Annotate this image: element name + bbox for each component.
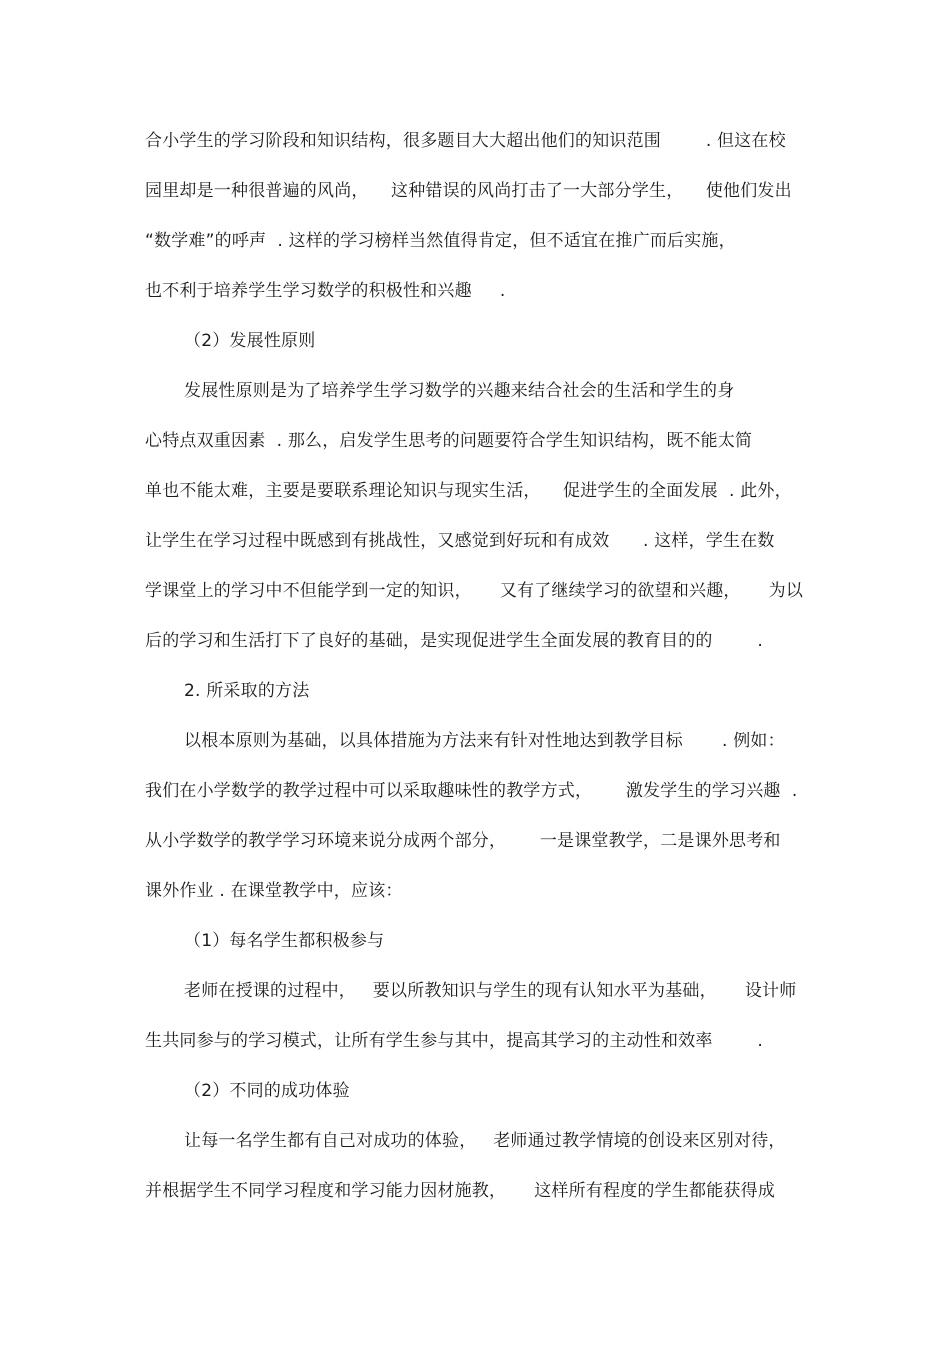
text-line: 园里却是一种很普遍的风尚， 这种错误的风尚打击了一大部分学生， 使他们发出 [145,181,792,201]
section-heading: （2）发展性原则 [184,331,316,351]
text-line: 后的学习和生活打下了良好的基础，是实现促进学生全面发展的教育目的的 . [145,631,764,651]
text-line: “数学难”的呼声 . 这样的学习榜样当然值得肯定，但不适宜在推广而后实施， [145,231,736,251]
text-line: 生共同参与的学习模式，让所有学生参与其中，提高其学习的主动性和效率 . [145,1031,764,1051]
section-heading: 2. 所采取的方法 [184,681,310,701]
text-line: 以根本原则为基础，以具体措施为方法来有针对性地达到教学目标 . 例如： [184,731,785,751]
text-line: 心特点双重因素 . 那么，启发学生思考的问题要符合学生知识结构，既不能太简 [145,431,753,451]
text-line: 并根据学生不同学习程度和学习能力因材施教， 这样所有程度的学生都能获得成 [145,1181,776,1201]
text-line: 我们在小学数学的教学过程中可以采取趣味性的教学方式， 激发学生的学习兴趣 . [145,781,798,801]
text-line: 让学生在学习过程中既感到有挑战性，又感觉到好玩和有成效 . 这样，学生在数 [145,531,775,551]
text-line: 老师在授课的过程中， 要以所教知识与学生的现有认知水平为基础， 设计师 [184,981,797,1001]
section-heading: （1）每名学生都积极参与 [184,931,385,951]
text-line: 学课堂上的学习中不但能学到一定的知识， 又有了继续学习的欲望和兴趣， 为以 [145,581,804,601]
section-heading: （2）不同的成功体验 [184,1081,350,1101]
text-line: 也不利于培养学生学习数学的积极性和兴趣 . [145,281,506,301]
text-line: 从小学数学的教学学习环境来说分成两个部分， 一是课堂教学，二是课外思考和 [145,831,781,851]
text-line: 让每一名学生都有自己对成功的体验， 老师通过教学情境的创设来区别对待， [184,1131,786,1151]
text-line: 合小学生的学习阶段和知识结构，很多题目大大超出他们的知识范围 . 但这在校 [145,131,786,151]
text-line: 发展性原则是为了培养学生学习数学的兴趣来结合社会的生活和学生的身 [184,381,735,401]
text-line: 单也不能太难，主要是要联系理论知识与现实生活， 促进学生的全面发展 . 此外， [145,481,792,501]
text-line: 课外作业 . 在课堂教学中，应该： [145,881,403,901]
